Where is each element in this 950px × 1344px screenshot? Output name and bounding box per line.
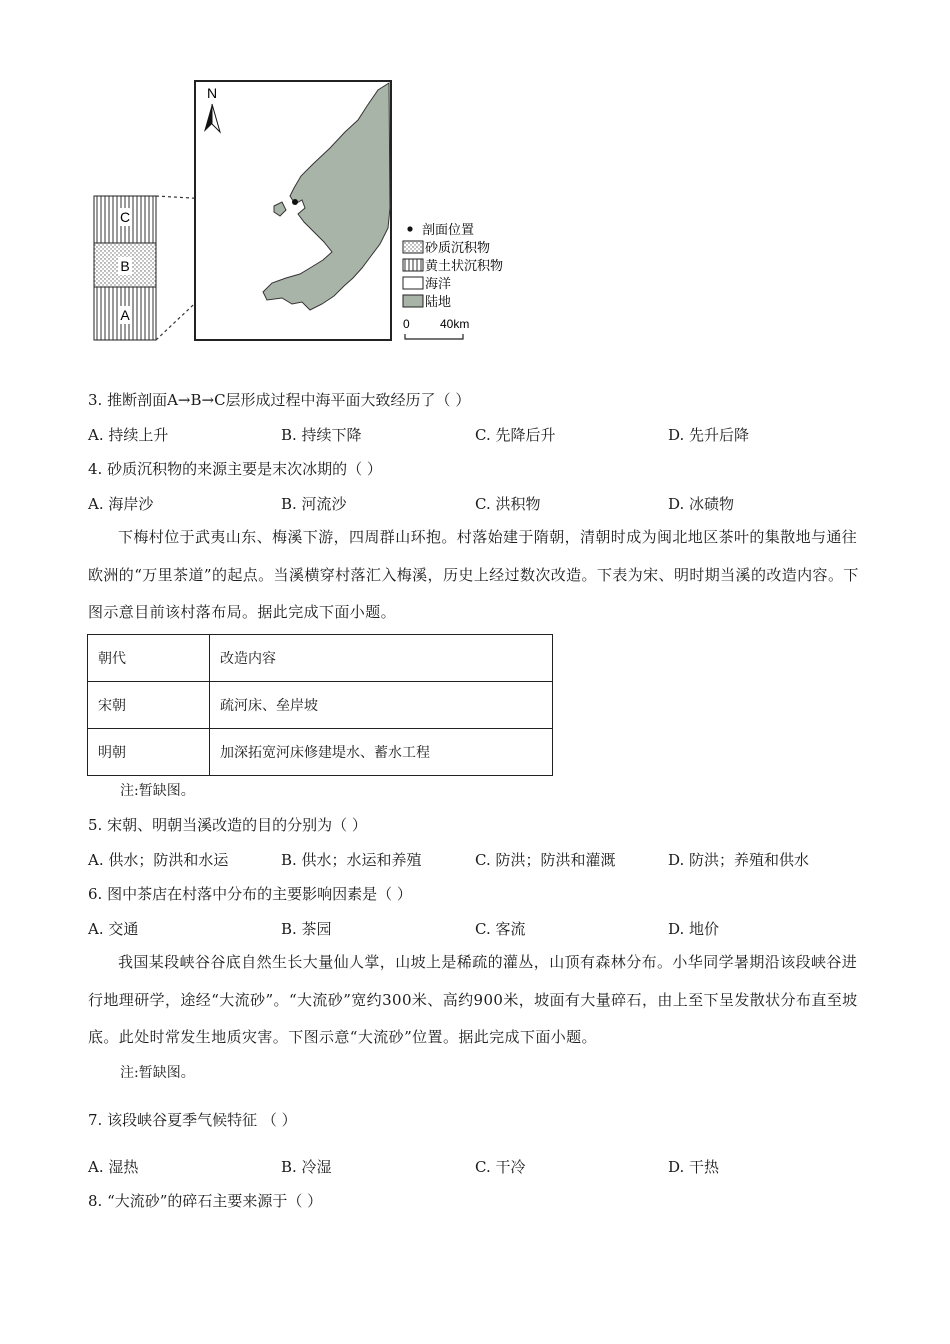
q7-option-d[interactable]: D. 干热: [668, 1158, 720, 1176]
question-7: 7. 该段峡谷夏季气候特征 （ ）: [88, 1111, 297, 1129]
q3-option-a[interactable]: A. 持续上升: [88, 426, 169, 444]
q3-option-c[interactable]: C. 先降后升: [475, 426, 556, 444]
q6-option-b[interactable]: B. 茶园: [281, 920, 332, 938]
q7-option-a[interactable]: A. 湿热: [88, 1158, 139, 1176]
legend-loess-swatch: [403, 259, 423, 271]
q3-option-b[interactable]: B. 持续下降: [281, 426, 362, 444]
table-cell-dynasty: 宋朝: [88, 682, 210, 729]
question-8: 8. “大流砂”的碎石主要来源于（ ）: [88, 1192, 323, 1210]
legend-sand-swatch: [403, 241, 423, 253]
passage-meixi-village: 下梅村位于武夷山东、梅溪下游，四周群山环抱。村落始建于隋朝，清朝时成为闽北地区茶叶的集散地与通往欧洲的“万里茶道”的起点。当溪横穿村落汇入梅溪，历史上经过数次改造。下表为宋、明时期当溪的改造内容。下图示意目前该村落布局。据此完成下面小题。: [88, 528, 859, 621]
q4-option-b[interactable]: B. 河流沙: [281, 495, 347, 513]
legend-label-ocean: 海洋: [425, 276, 452, 291]
question-5: 5. 宋朝、明朝当溪改造的目的分别为（ ）: [88, 816, 367, 834]
table-cell-dynasty: 明朝: [88, 729, 210, 776]
north-label: N: [207, 85, 218, 101]
question-4: 4. 砂质沉积物的来源主要是末次冰期的（ ）: [88, 460, 382, 478]
figure-svg: [88, 78, 548, 346]
legend-label-land: 陆地: [425, 294, 452, 309]
renovation-table: [87, 634, 553, 776]
q7-option-c[interactable]: C. 干冷: [475, 1158, 526, 1176]
q3-option-d[interactable]: D. 先升后降: [668, 426, 750, 444]
note-missing-figure-1: 注:暂缺图。: [120, 783, 195, 799]
stratigraphic-column: [94, 196, 156, 340]
profile-position-dot: [292, 199, 298, 205]
q4-option-c[interactable]: C. 洪积物: [475, 495, 541, 513]
question-3: 3. 推断剖面A→B→C层形成过程中海平面大致经历了（ ）: [88, 391, 471, 409]
q4-option-d[interactable]: D. 冰碛物: [668, 495, 735, 513]
q5-option-c[interactable]: C. 防洪；防洪和灌溉: [475, 851, 616, 869]
map-figure: [88, 78, 548, 346]
q6-option-a[interactable]: A. 交通: [88, 920, 139, 938]
layer-c-label: C: [119, 209, 131, 225]
table-row: [88, 729, 553, 776]
legend-ocean-swatch: [403, 277, 423, 289]
layer-a-label: A: [120, 307, 130, 323]
scale-bar: [405, 334, 463, 339]
legend: [403, 222, 503, 339]
q5-option-b[interactable]: B. 供水；水运和养殖: [281, 851, 422, 869]
table-header-dynasty: 朝代: [88, 635, 210, 682]
note-missing-figure-2: 注:暂缺图。: [120, 1065, 195, 1081]
legend-label-sand: 砂质沉积物: [425, 240, 491, 255]
scale-zero: 0: [403, 317, 410, 331]
table-header-row: [88, 635, 553, 682]
layer-b-label: B: [120, 258, 130, 274]
q5-option-d[interactable]: D. 防洪；养殖和供水: [668, 851, 810, 869]
table-header-content: 改造内容: [210, 635, 553, 682]
passage-da-liu-sha: 我国某段峡谷谷底自然生长大量仙人掌，山坡上是稀疏的灌丛，山顶有森林分布。小华同学暑期沿该段峡谷进行地理研学，途经“大流砂”。“大流砂”宽约300米、高约900米，坡面有大量碎石，由上至下呈发散状分布直至坡底。此处时常发生地质灾害。下图示意“大流砂”位置。据此完成下面小题。: [88, 953, 858, 1046]
q4-option-a[interactable]: A. 海岸沙: [88, 495, 154, 513]
q6-option-c[interactable]: C. 客流: [475, 920, 526, 938]
question-6: 6. 图中茶店在村落中分布的主要影响因素是（ ）: [88, 885, 412, 903]
q6-option-d[interactable]: D. 地价: [668, 920, 720, 938]
legend-dot-icon: [407, 226, 412, 231]
table-cell-content: 加深拓宽河床修建堤水、蓄水工程: [210, 729, 553, 776]
table-row: [88, 682, 553, 729]
q7-option-b[interactable]: B. 冷湿: [281, 1158, 332, 1176]
table-cell-content: 疏河床、垒岸坡: [210, 682, 553, 729]
legend-label-profile: 剖面位置: [422, 222, 475, 237]
legend-land-swatch: [403, 295, 423, 307]
q5-option-a[interactable]: A. 供水；防洪和水运: [88, 851, 229, 869]
legend-label-loess: 黄土状沉积物: [425, 258, 504, 273]
scale-distance: 40km: [440, 317, 470, 331]
